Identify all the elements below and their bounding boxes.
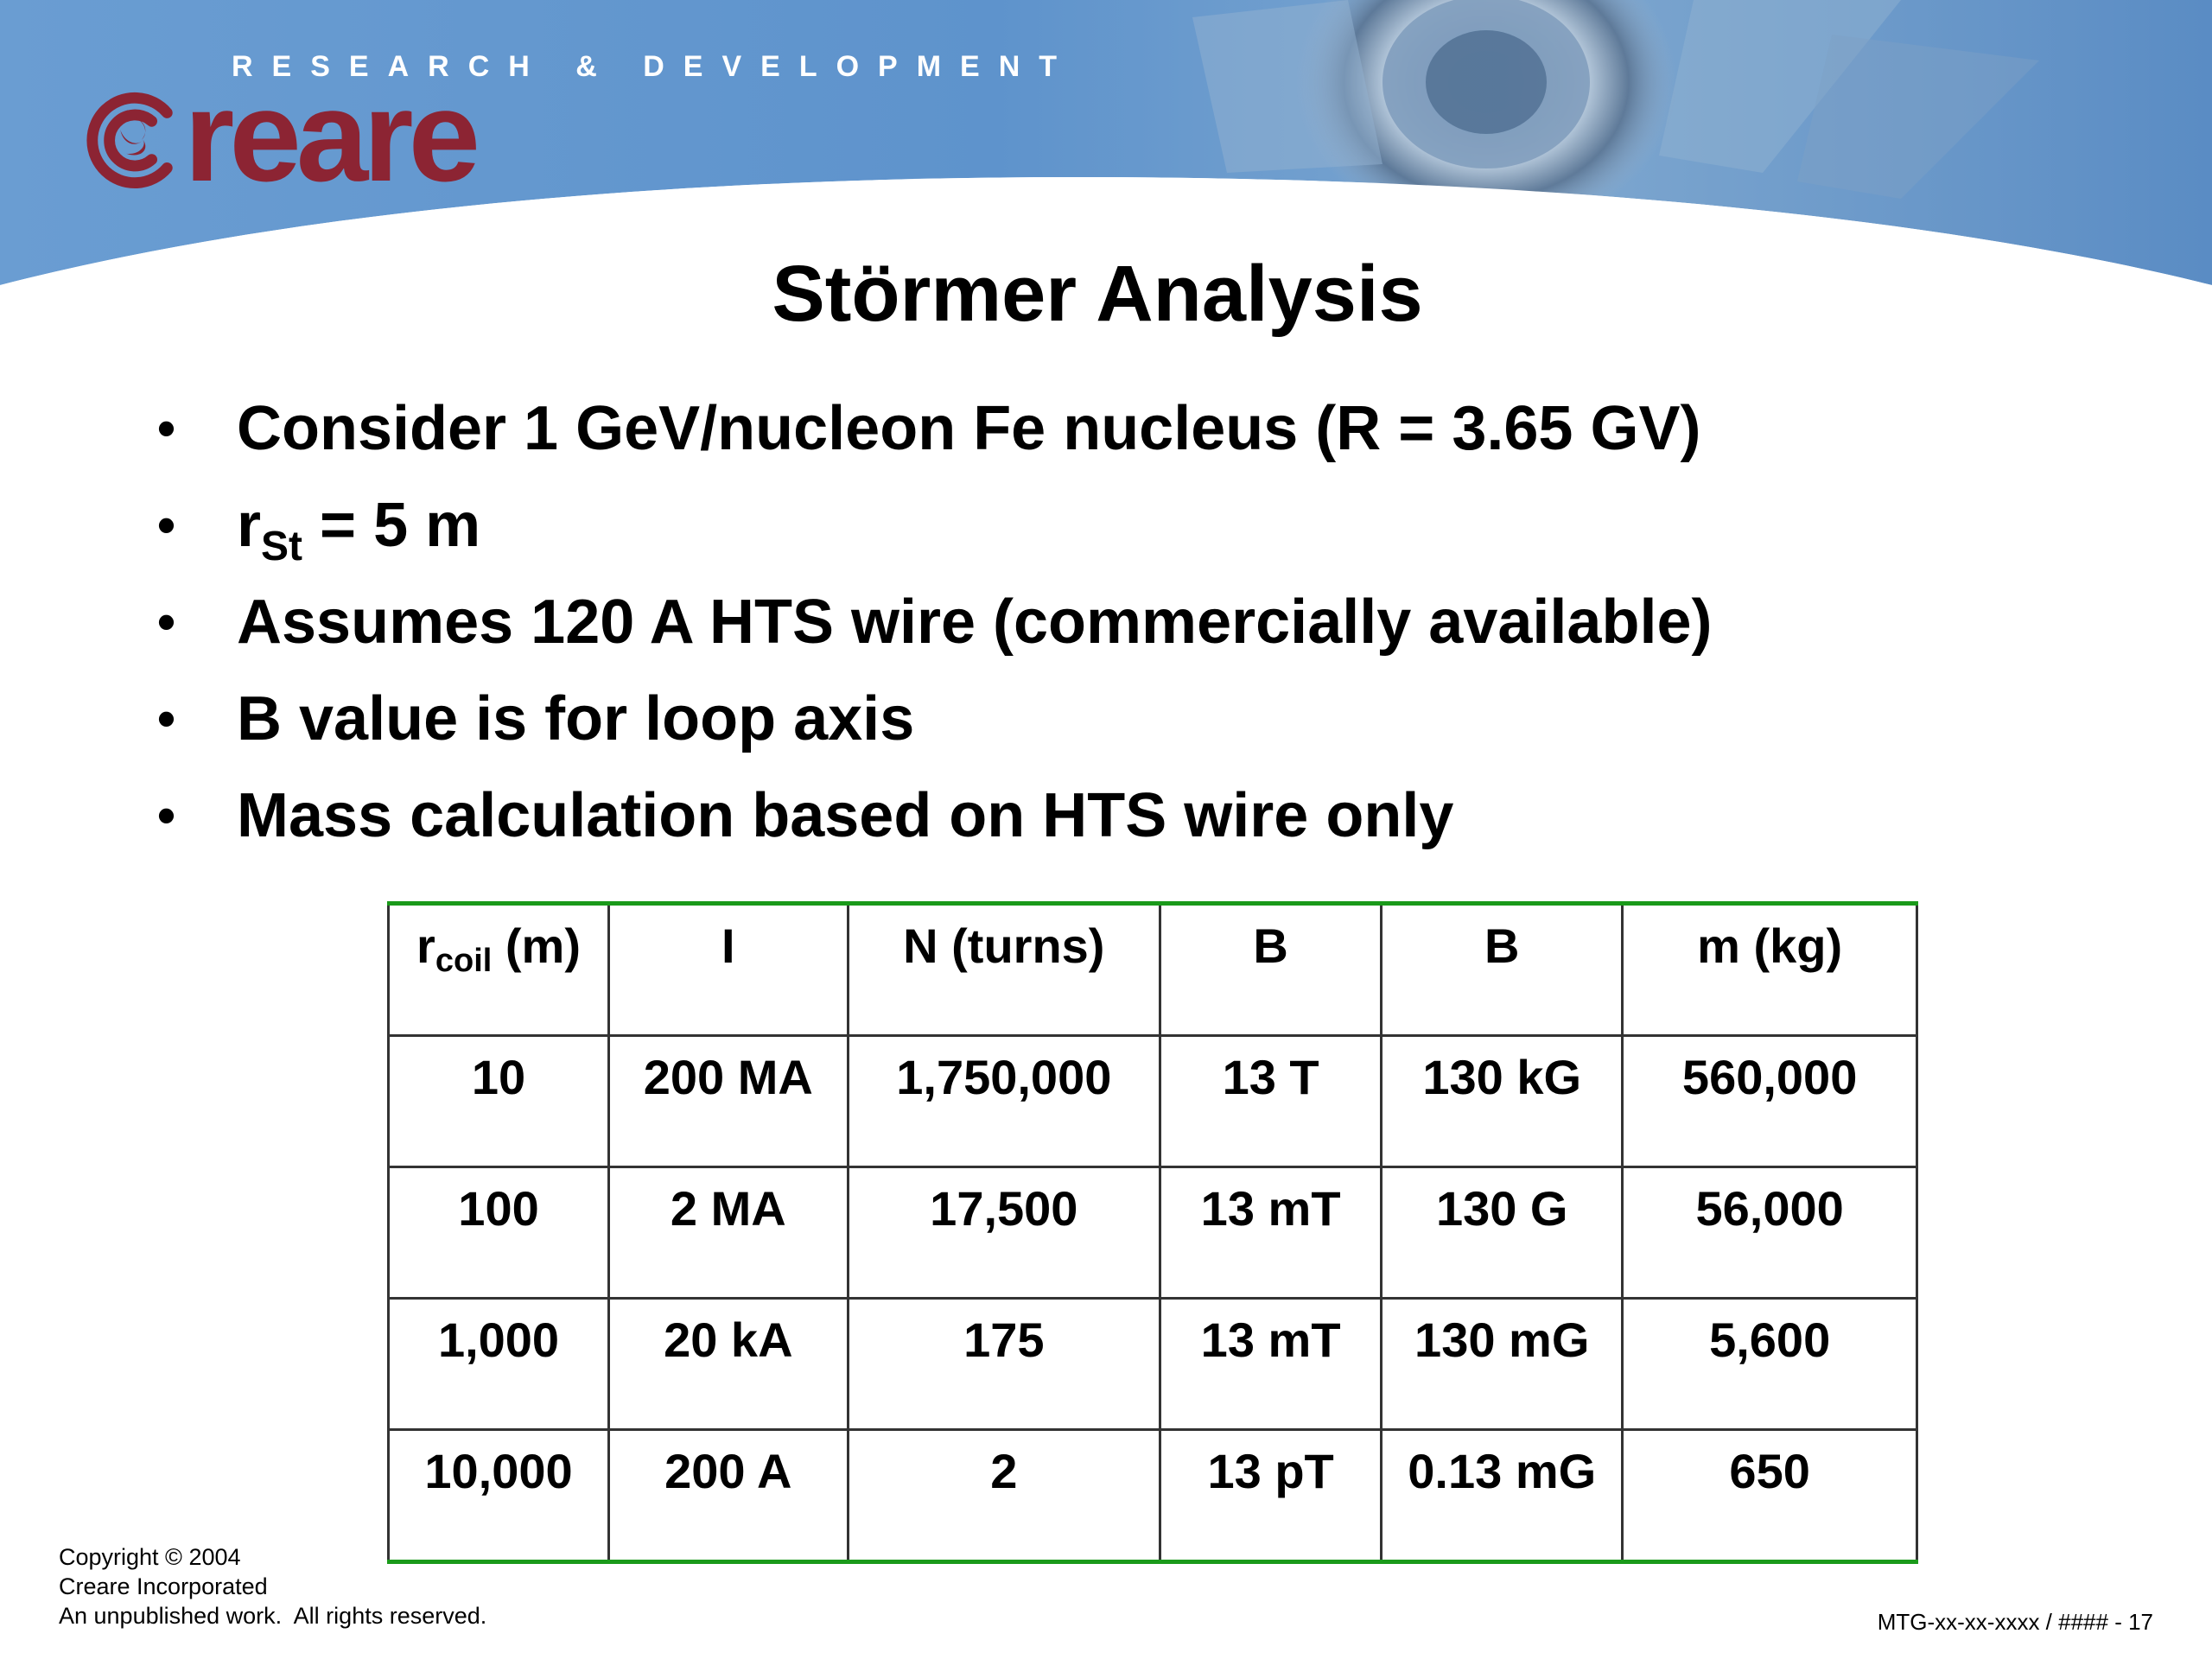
cell-b-tesla: 13 mT (1160, 1299, 1382, 1430)
cell-b-gauss: 130 G (1382, 1167, 1623, 1299)
cell-mass: 5,600 (1623, 1299, 1917, 1430)
cell-b-gauss: 130 kG (1382, 1036, 1623, 1167)
logo-tagline: RESEARCH & DEVELOPMENT (232, 50, 1077, 83)
bullet-text: Consider 1 GeV/nucleon Fe nucleus (R = 3.65 GV) (237, 394, 1701, 463)
cell-mass: 56,000 (1623, 1167, 1917, 1299)
logo (82, 63, 476, 208)
bullet-text: Mass calculation based on HTS wire only (237, 781, 1454, 850)
bullet-list (147, 380, 2091, 864)
cell-turns: 1,750,000 (848, 1036, 1160, 1167)
bullet-dot-icon: • (157, 496, 176, 554)
cell-b-tesla: 13 T (1160, 1036, 1382, 1167)
header-current: I (609, 904, 849, 1036)
bullet-text: Assumes 120 A HTS wire (commercially available) (237, 588, 1713, 657)
table-header-row (389, 904, 1917, 1036)
copyright-line: An unpublished work. All rights reserved. (59, 1603, 487, 1629)
table-row (389, 1167, 1917, 1299)
bullet-dot-icon: • (157, 593, 176, 651)
bullet-item (147, 767, 2091, 864)
cell-rcoil: 10 (389, 1036, 609, 1167)
copyright-line: Copyright © 2004 (59, 1544, 241, 1570)
bullet-dot-icon: • (157, 690, 176, 747)
page-reference: MTG-xx-xx-xxxx / #### - 17 (1877, 1609, 2153, 1635)
cell-mass: 560,000 (1623, 1036, 1917, 1167)
bullet-text-suffix: = 5 m (302, 491, 481, 560)
bullet-dot-icon: • (157, 399, 176, 457)
cell-current: 2 MA (609, 1167, 849, 1299)
cell-turns: 2 (848, 1430, 1160, 1562)
bullet-item (147, 477, 2091, 574)
cell-current: 200 A (609, 1430, 849, 1562)
cell-current: 20 kA (609, 1299, 849, 1430)
cell-mass: 650 (1623, 1430, 1917, 1562)
bullet-item (147, 574, 2091, 671)
slide-title: Störmer Analysis (772, 250, 1423, 338)
header-turns: N (turns) (848, 904, 1160, 1036)
header-mass: m (kg) (1623, 904, 1917, 1036)
cell-current: 200 MA (609, 1036, 849, 1167)
cell-rcoil: 1,000 (389, 1299, 609, 1430)
stormer-table (387, 901, 1918, 1564)
bullet-dot-icon: • (157, 786, 176, 844)
creare-swirl-icon (82, 87, 184, 189)
bullet-text-subscript: St (261, 524, 303, 569)
cell-b-tesla: 13 pT (1160, 1430, 1382, 1562)
cell-turns: 175 (848, 1299, 1160, 1430)
cell-b-tesla: 13 mT (1160, 1167, 1382, 1299)
bullet-text: B value is for loop axis (237, 684, 915, 753)
logo-wordmark: reare (184, 63, 476, 208)
table-row (389, 1036, 1917, 1167)
header-b-gauss: B (1382, 904, 1623, 1036)
header-b-tesla: B (1160, 904, 1382, 1036)
cell-b-gauss: 0.13 mG (1382, 1430, 1623, 1562)
cell-rcoil: 100 (389, 1167, 609, 1299)
cell-b-gauss: 130 mG (1382, 1299, 1623, 1430)
bullet-text-prefix: r (237, 491, 262, 560)
cell-rcoil: 10,000 (389, 1430, 609, 1562)
table-row (389, 1299, 1917, 1430)
table-row (389, 1430, 1917, 1562)
cell-turns: 17,500 (848, 1167, 1160, 1299)
bullet-item (147, 671, 2091, 767)
bullet-item (147, 380, 2091, 477)
header-rcoil: $r_{coil}$ (m) (389, 904, 609, 1036)
copyright-notice (59, 1542, 486, 1630)
copyright-line: Creare Incorporated (59, 1573, 268, 1599)
